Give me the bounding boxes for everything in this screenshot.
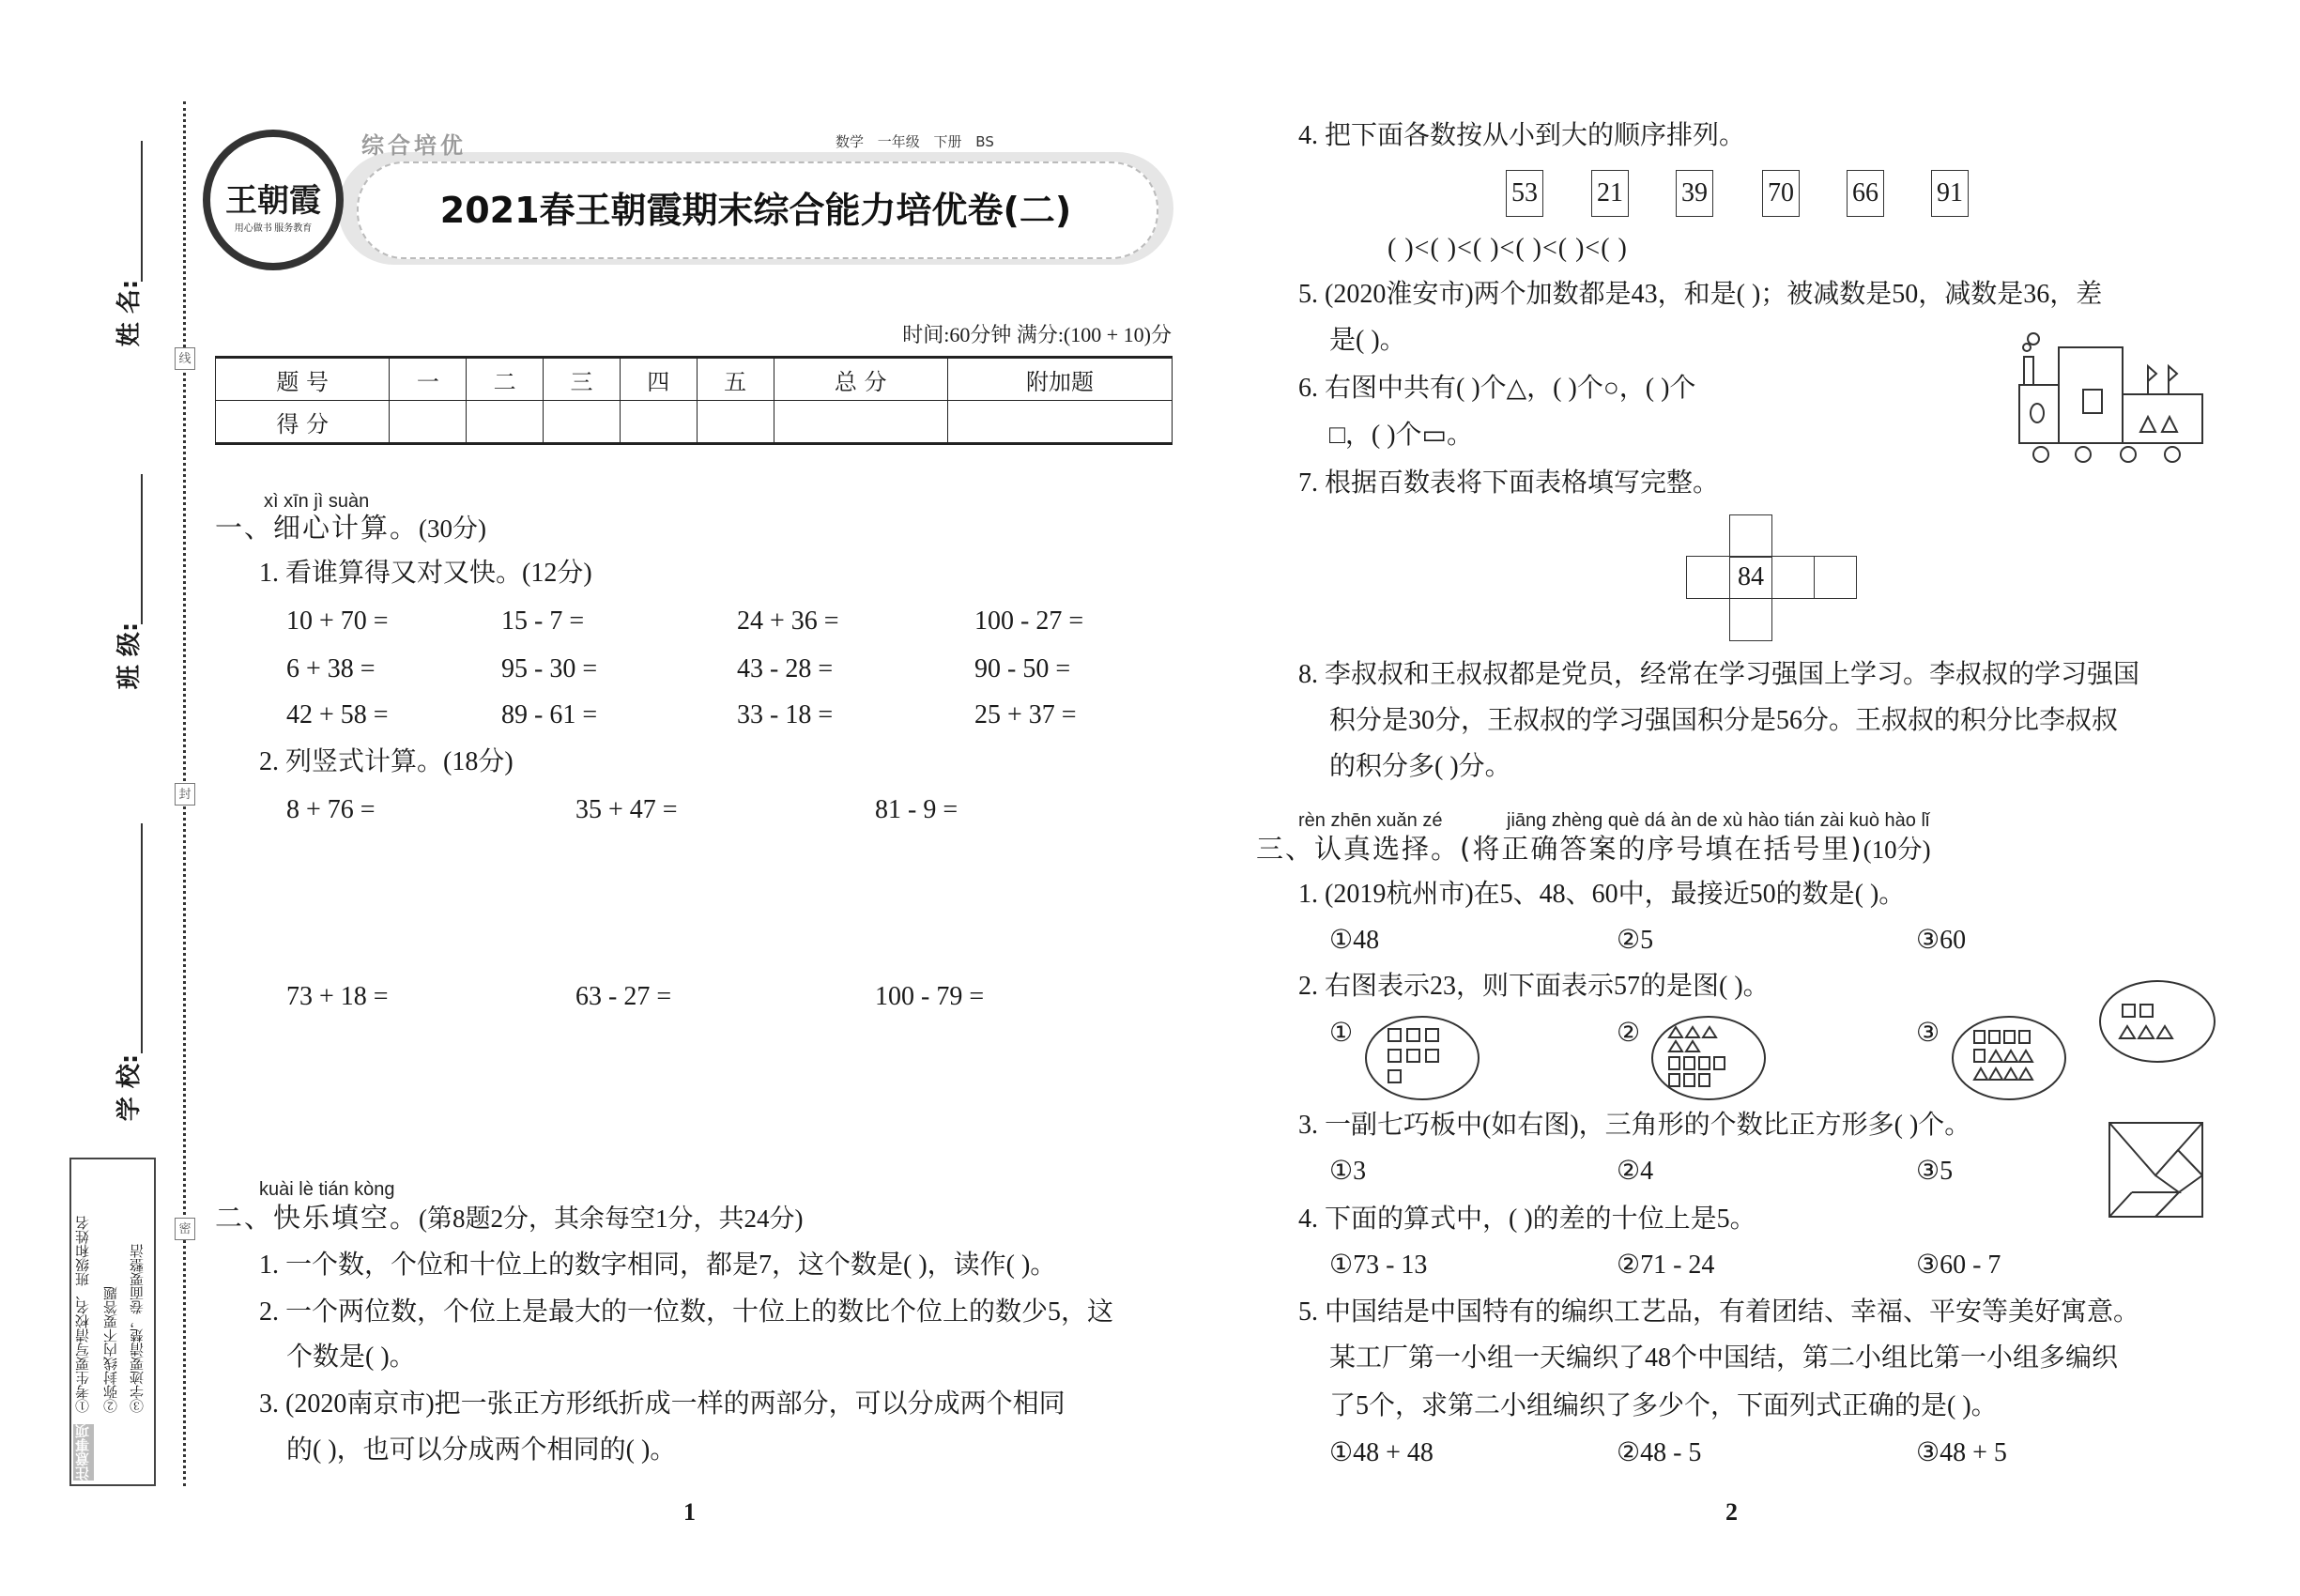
calc-problem: 100 - 27 = <box>974 606 1084 636</box>
calc-problem: 43 - 28 = <box>737 654 834 683</box>
publisher-logo <box>203 130 344 270</box>
score-header-row <box>216 358 1173 401</box>
section3-heading <box>1256 830 1931 868</box>
calc-problem: 42 + 58 = <box>286 700 389 729</box>
seal-mark-xian: 线 <box>175 347 195 370</box>
choice-option[interactable]: ② <box>1617 1019 1641 1048</box>
note-3: ③字迹要清楚，卷面要整洁 <box>130 1244 146 1413</box>
score-input[interactable] <box>544 401 621 444</box>
s2-q2: 2. 一个两位数，个位上是最大的一位数，十位上的数比个位上的数少5，这 <box>259 1297 1114 1327</box>
vertical-calc-problem: 8 + 76 = <box>286 795 376 824</box>
score-input[interactable] <box>947 401 1172 444</box>
s3-q5-cont1: 某工厂第一小组一天编织了48个中国结，第二小组比第一小组多编织 <box>1329 1343 2119 1373</box>
score-table <box>215 356 1173 445</box>
calc-problem: 10 + 70 = <box>286 606 389 636</box>
option2-figure <box>1652 1017 1765 1099</box>
number-box: 91 <box>1931 170 1969 217</box>
s2-q6: 6. 右图中共有( )个△，( )个○，( )个 <box>1298 374 1696 403</box>
s2-q1: 1. 一个数，个位和十位上的数字相同，都是7，这个数是( )，读作( )。 <box>259 1251 1057 1280</box>
score-cell: 得 分 <box>216 401 390 444</box>
section3-pinyin-1: rèn zhēn xuǎn zé <box>1298 810 1443 831</box>
vertical-calc-problem: 35 + 47 = <box>575 795 678 824</box>
logo-text: 王朝霞 <box>225 182 321 220</box>
s2-q5-cont: 是( )。 <box>1329 326 1406 355</box>
seal-mark-mi: 密 <box>175 1218 195 1240</box>
s3-q2: 2. 右图表示23，则下面表示57的是图( )。 <box>1298 972 1770 1001</box>
choice-option[interactable]: ①3 <box>1329 1157 1367 1186</box>
number-box: 39 <box>1676 170 1713 217</box>
score-input[interactable] <box>697 401 774 444</box>
class-label: 班 级: <box>115 622 145 690</box>
section3-title: 三、认真选择。(将正确答案的序号填在括号里) <box>1256 833 1863 865</box>
logo-slogan: 用心做书 服务教育 <box>234 223 313 234</box>
choice-option[interactable]: ②48 - 5 <box>1617 1438 1702 1467</box>
section2-points: (第8题2分，其余每空1分，共24分) <box>419 1205 804 1233</box>
s1-q1-title: 1. 看谁算得又对又快。(12分) <box>259 559 592 588</box>
s2-q4-blanks[interactable]: ( )<( )<( )<( )<( )<( ) <box>1388 234 1628 263</box>
s2-q5: 5. (2020淮安市)两个加数都是43，和是( )；被减数是50，减数是36，差 <box>1298 280 2103 309</box>
notes-title: 注意事项 <box>73 1424 94 1481</box>
calc-problem: 89 - 61 = <box>501 700 598 729</box>
choice-option[interactable]: ②4 <box>1617 1157 1654 1186</box>
score-cell: 附加题 <box>947 358 1172 401</box>
page-number-1: 1 <box>683 1498 696 1526</box>
notes-box <box>69 1158 156 1486</box>
choice-option[interactable]: ②71 - 24 <box>1617 1251 1715 1280</box>
name-label: 姓 名: <box>115 279 145 347</box>
note-1: ①考生要写清校名、班级和姓名 <box>76 1216 91 1413</box>
section1-pinyin: xì xīn jì suàn <box>264 491 370 512</box>
s2-q4-title: 4. 把下面各数按从小到大的顺序排列。 <box>1298 121 1746 150</box>
score-value-row <box>216 401 1173 444</box>
s3-q5-cont2: 了5个，求第二小组编织了多少个，下面列式正确的是( )。 <box>1329 1391 1998 1420</box>
s2-q6-cont: □，( )个▭。 <box>1329 421 1474 450</box>
calc-problem: 25 + 37 = <box>974 700 1077 729</box>
seal-mark-feng: 封 <box>175 783 195 806</box>
option3-figure <box>1953 1017 2065 1099</box>
choice-option[interactable]: ①48 + 48 <box>1329 1438 1434 1467</box>
option1-figure <box>1366 1017 1479 1099</box>
calc-problem: 95 - 30 = <box>501 654 598 683</box>
s3-q4: 4. 下面的算式中，( )的差的十位上是5。 <box>1298 1205 1756 1234</box>
choice-option[interactable]: ③5 <box>1916 1157 1954 1186</box>
number-box: 53 <box>1506 170 1543 217</box>
grid-cell-left[interactable] <box>1686 556 1730 599</box>
s2-q8: 8. 李叔叔和王叔叔都是党员，经常在学习强国上学习。李叔叔的学习强国 <box>1298 660 2140 689</box>
score-cell: 四 <box>620 358 697 401</box>
choice-option[interactable]: ③48 + 5 <box>1916 1438 2007 1467</box>
s2-q8-cont1: 积分是30分，王叔叔的学习强国积分是56分。王叔叔的积分比李叔叔 <box>1329 706 2119 735</box>
score-cell: 总 分 <box>774 358 947 401</box>
number-box: 21 <box>1591 170 1629 217</box>
reference-ellipse-23 <box>2100 981 2215 1062</box>
train-figure <box>2019 333 2202 462</box>
page-number-2: 2 <box>1725 1498 1738 1526</box>
choice-option[interactable]: ①48 <box>1329 926 1380 955</box>
score-input[interactable] <box>467 401 544 444</box>
score-cell: 题 号 <box>216 358 390 401</box>
section2-title: 二、快乐填空。 <box>215 1202 420 1234</box>
choice-option[interactable]: ①73 - 13 <box>1329 1251 1428 1280</box>
series-tag: 综合培优 <box>361 132 467 159</box>
grid-cell-bottom[interactable] <box>1729 598 1772 641</box>
choice-option[interactable]: ③ <box>1916 1019 1940 1048</box>
school-label: 学 校: <box>115 1053 145 1122</box>
school-line[interactable] <box>141 823 143 1053</box>
exam-title: 2021春王朝霞期末综合能力培优卷(二) <box>439 190 1072 231</box>
tangram-figure <box>2109 1123 2202 1217</box>
s2-q2-cont: 个数是( )。 <box>286 1343 416 1372</box>
section2-pinyin: kuài lè tián kòng <box>259 1179 395 1200</box>
vertical-calc-problem: 63 - 27 = <box>575 982 672 1011</box>
subject-meta: 数学 一年级 下册 BS <box>836 133 994 150</box>
calc-problem: 24 + 36 = <box>737 606 839 636</box>
score-input[interactable] <box>620 401 697 444</box>
number-box: 66 <box>1847 170 1884 217</box>
calc-problem: 33 - 18 = <box>737 700 834 729</box>
time-info: 时间:60分钟 满分:(100 + 10)分 <box>902 323 1172 346</box>
score-input[interactable] <box>774 401 947 444</box>
s3-q5: 5. 中国结是中国特有的编织工艺品，有着团结、幸福、平安等美好寓意。 <box>1298 1297 2140 1327</box>
vertical-calc-problem: 73 + 18 = <box>286 982 389 1011</box>
s3-q1: 1. (2019杭州市)在5、48、60中，最接近50的数是( )。 <box>1298 880 1906 909</box>
section1-heading <box>215 509 486 547</box>
score-cell: 三 <box>544 358 621 401</box>
grid-cell-right2[interactable] <box>1814 556 1857 599</box>
choice-option[interactable]: ②5 <box>1617 926 1654 955</box>
section1-points: (30分) <box>419 514 486 543</box>
choice-option[interactable]: ③60 - 7 <box>1916 1251 2001 1280</box>
section2-heading <box>215 1199 804 1237</box>
class-line[interactable] <box>141 474 143 624</box>
choice-option[interactable]: ① <box>1329 1019 1354 1048</box>
section3-points: (10分) <box>1863 836 1931 864</box>
s3-q3: 3. 一副七巧板中(如右图)，三角形的个数比正方形多( )个。 <box>1298 1111 1971 1140</box>
vertical-calc-problem: 100 - 79 = <box>875 982 985 1011</box>
score-input[interactable] <box>390 401 467 444</box>
grid-cell-right1[interactable] <box>1771 556 1815 599</box>
note-2: ②弥封线内不要答题 <box>104 1286 119 1413</box>
s1-q2-title: 2. 列竖式计算。(18分) <box>259 747 514 776</box>
score-cell: 二 <box>467 358 544 401</box>
calc-problem: 90 - 50 = <box>974 654 1071 683</box>
section1-title: 一、细心计算。 <box>215 512 420 544</box>
s2-q8-cont2: 的积分多( )分。 <box>1329 752 1511 781</box>
s2-q7: 7. 根据百数表将下面表格填写完整。 <box>1298 468 1720 498</box>
calc-problem: 6 + 38 = <box>286 654 376 683</box>
number-box: 70 <box>1762 170 1800 217</box>
choice-option[interactable]: ③60 <box>1916 926 1967 955</box>
s2-q3-cont: 的( )，也可以分成两个相同的( )。 <box>286 1435 677 1465</box>
score-cell: 一 <box>390 358 467 401</box>
name-line[interactable] <box>141 141 143 282</box>
grid-cell-given: 84 <box>1729 556 1772 599</box>
s2-q3: 3. (2020南京市)把一张正方形纸折成一样的两部分，可以分成两个相同 <box>259 1389 1066 1419</box>
calc-problem: 15 - 7 = <box>501 606 585 636</box>
score-cell: 五 <box>697 358 774 401</box>
vertical-calc-problem: 81 - 9 = <box>875 795 958 824</box>
grid-cell-top[interactable] <box>1729 514 1772 558</box>
section3-pinyin-2: jiāng zhèng què dá àn de xù hào tián zài kuò hào lǐ <box>1507 810 1930 831</box>
